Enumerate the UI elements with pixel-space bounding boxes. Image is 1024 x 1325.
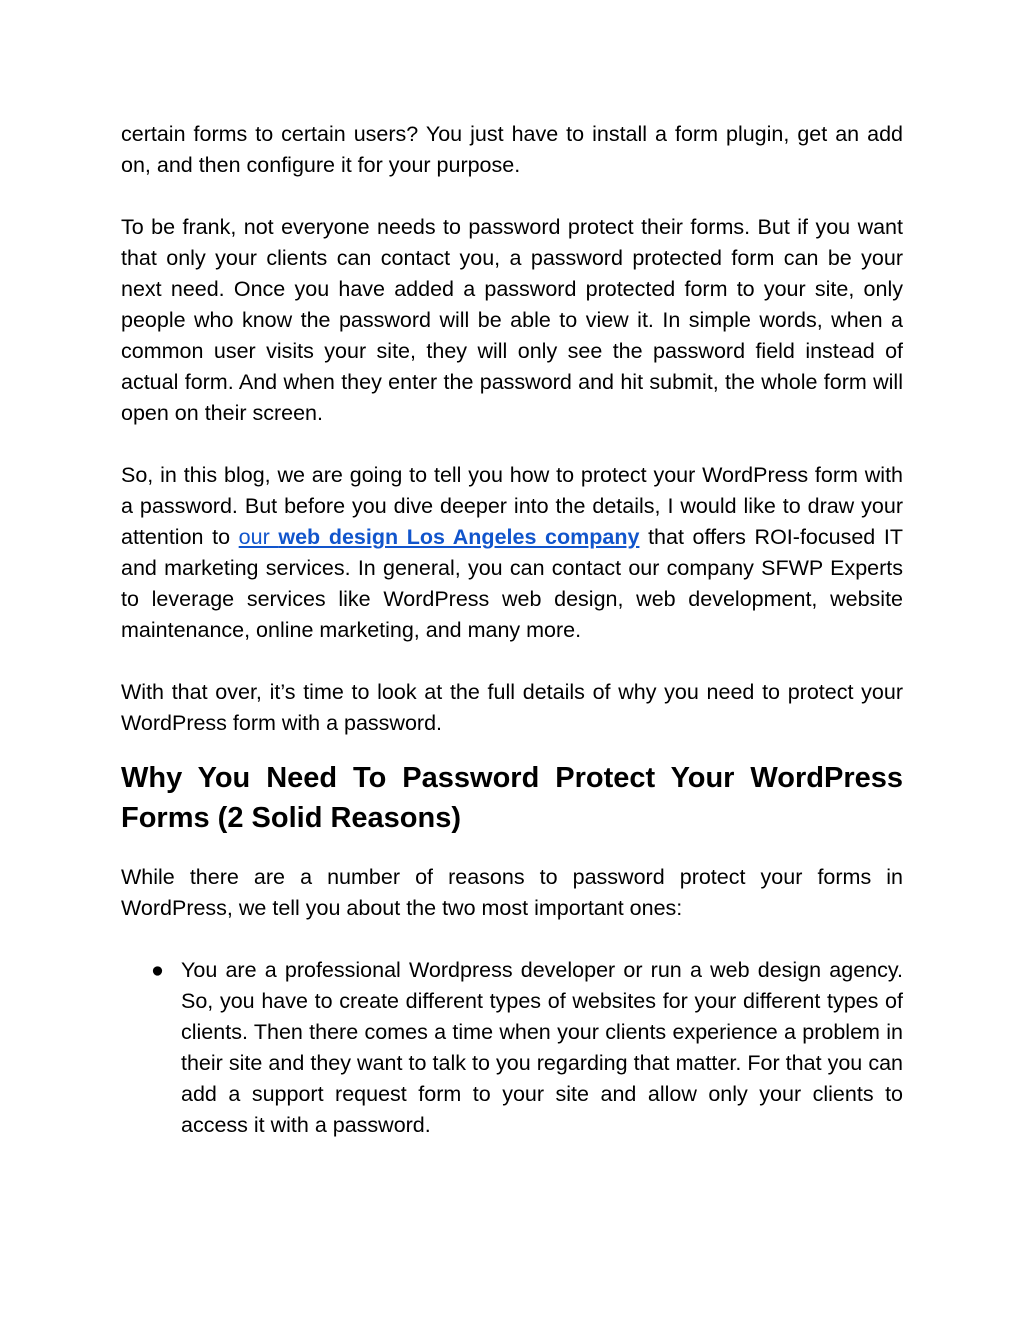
- list-item: [121, 955, 903, 1141]
- paragraph-blog-intro: [121, 460, 903, 646]
- paragraph-text-after-link: that offers ROI-focused IT and marketing services. In general, you can contact our company SFWP Experts to leverage services like WordPress web design, web development, website maintenance, online marketing, and many more.: [121, 525, 903, 642]
- paragraph-password-need: To be frank, not everyone needs to password protect their forms. But if you want that only your clients can contact you, a password protected form can be your next need. Once you have added a password protected form to your site, only people who know the password will be able to view it. In simple words, when a common user visits your site, they will only see the password field instead of actual form. And when they enter the password and hit submit, the whole form will open on their screen.: [121, 215, 903, 425]
- paragraph-transition: With that over, it’s time to look at the full details of why you need to protect your WordPress form with a password.: [121, 680, 903, 735]
- web-design-company-link[interactable]: [239, 525, 640, 549]
- list-item-text: You are a professional Wordpress developer or run a web design agency. So, you have to create different types of websites for your different types of clients. Then there comes a time when your clients experience a problem in their site and they want to talk to you regarding that matter. For that you can add a support request form to your site and allow only your clients to access it with a password.: [181, 958, 903, 1137]
- paragraph-text-before-link: So, in this blog, we are going to tell you how to protect your WordPress form with a password. But before you dive deeper into the details, I would like to draw your attention to: [121, 463, 903, 549]
- link-text-plain: our: [238, 525, 279, 549]
- paragraph-reasons-intro: While there are a number of reasons to password protect your forms in WordPress, we tell you about the two most important ones:: [121, 865, 903, 920]
- paragraph-intro: certain forms to certain users? You just have to install a form plugin, get an add on, and then configure it for your purpose.: [121, 122, 903, 177]
- document-body: [121, 119, 903, 1141]
- section-heading-wrap: [121, 739, 903, 862]
- paragraph-gap: [121, 181, 903, 212]
- paragraph-gap: [121, 646, 903, 677]
- section-heading: Why You Need To Password Protect Your WordPress Forms (2 Solid Reasons): [121, 762, 903, 834]
- reasons-list: [121, 955, 903, 1141]
- link-text-bold: web design Los Angeles company: [278, 525, 640, 549]
- bullet-icon: ●: [151, 958, 164, 982]
- paragraph-gap: [121, 429, 903, 460]
- paragraph-gap: [121, 924, 903, 955]
